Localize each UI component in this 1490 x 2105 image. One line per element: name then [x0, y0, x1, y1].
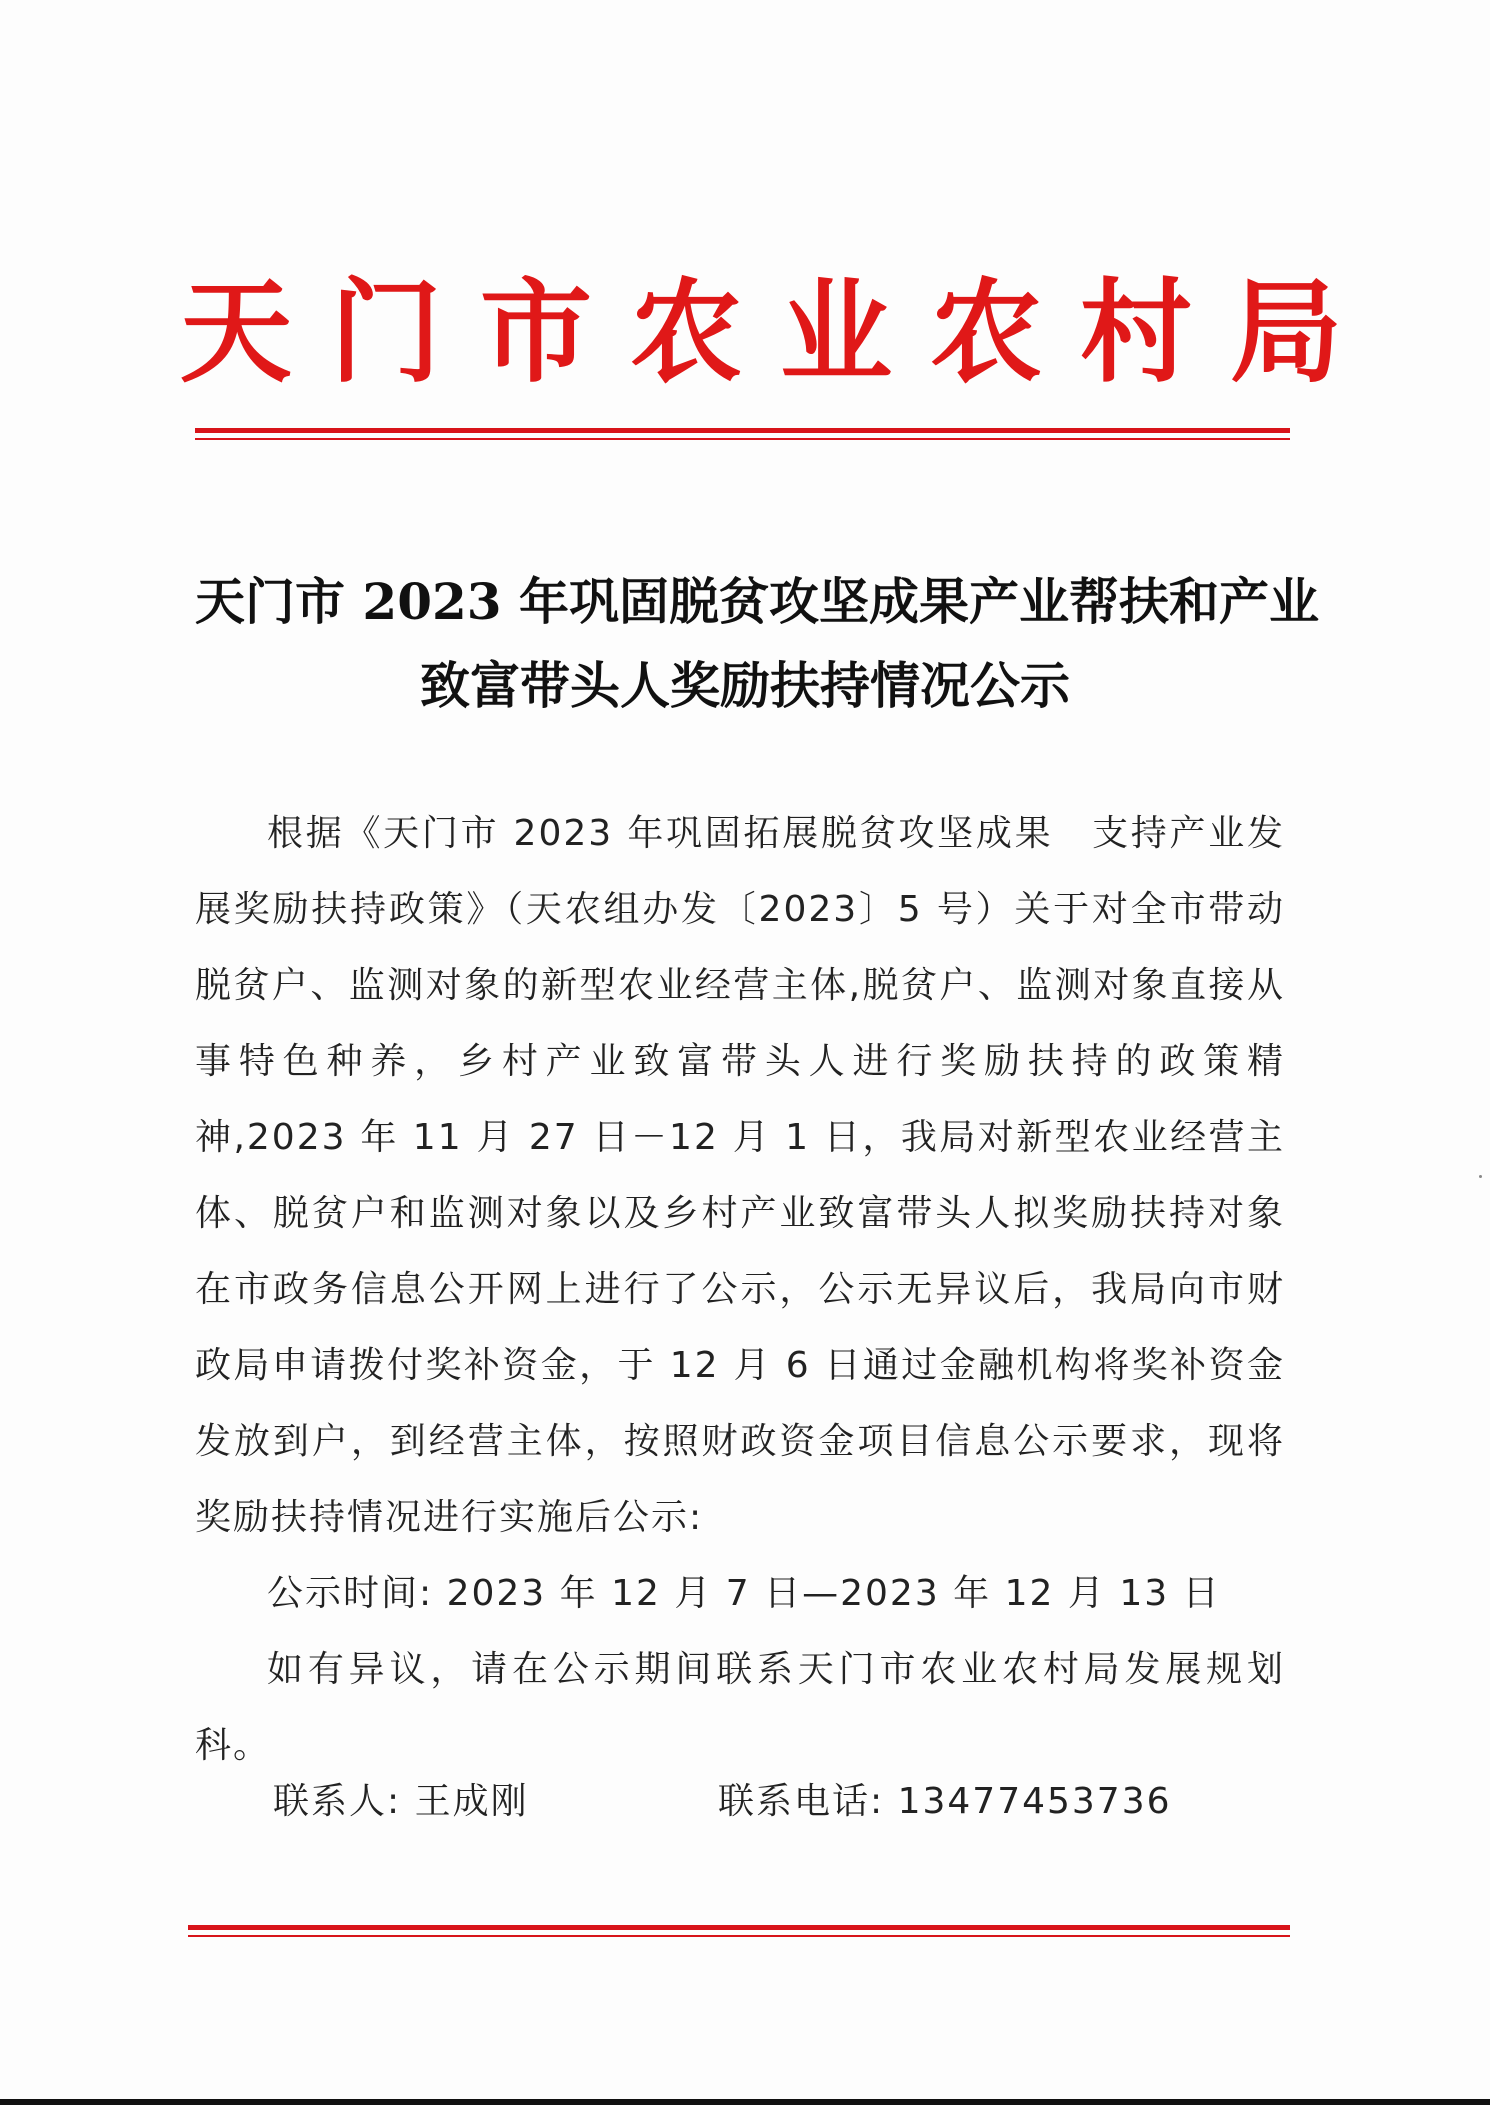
body-paragraph-main: 根据《天门市 2023 年巩固拓展脱贫攻坚成果 支持产业发展奖励扶持政策》（天农组办发〔2023〕5 号）关于对全市带动脱贫户、监测对象的新型农业经营主体,脱贫户、监测对象直接从事特色种养，乡村产业致富带头人进行奖励扶持的政策精神,2023 年 11 月 27 日－12 月 1 日，我局对新型农业经营主体、脱贫户和监测对象以及乡村产业致富带头人拟奖励扶持对象在市政务信息公开网上进行了公示，公示无异议后，我局向市财政局申请拨付奖补资金，于 12 月 6 日通过金融机构将奖补资金发放到户，到经营主体，按照财政资金项目信息公示要求，现将奖励扶持情况进行实施后公示:	[195, 813, 1285, 1538]
contact-row	[273, 1773, 1172, 1824]
scan-speck	[1479, 1175, 1482, 1178]
issuer-masthead: 天门市农业农村局	[180, 267, 1380, 398]
scan-edge-bar	[0, 2099, 1490, 2105]
body-paragraph-period: 公示时间: 2023 年 12 月 7 日—2023 年 12 月 13 日	[267, 1573, 1221, 1614]
header-red-rule-thin	[195, 438, 1290, 440]
title-line-2: 致富带头人奖励扶持情况公示	[420, 656, 1070, 715]
footer-red-rule-thick	[188, 1925, 1290, 1930]
document-title	[195, 560, 1319, 728]
body-paragraph-objection: 如有异议，请在公示期间联系天门市农业农村局发展规划科。	[195, 1649, 1285, 1766]
contact-phone: 联系电话: 13477453736	[718, 1781, 1172, 1822]
footer-red-rule-thin	[188, 1935, 1290, 1937]
document-body	[195, 796, 1285, 1784]
contact-person: 联系人: 王成刚	[273, 1781, 529, 1822]
title-line-1: 天门市 2023 年巩固脱贫攻坚成果产业帮扶和产业	[195, 572, 1319, 631]
header-red-rule-thick	[195, 428, 1290, 433]
